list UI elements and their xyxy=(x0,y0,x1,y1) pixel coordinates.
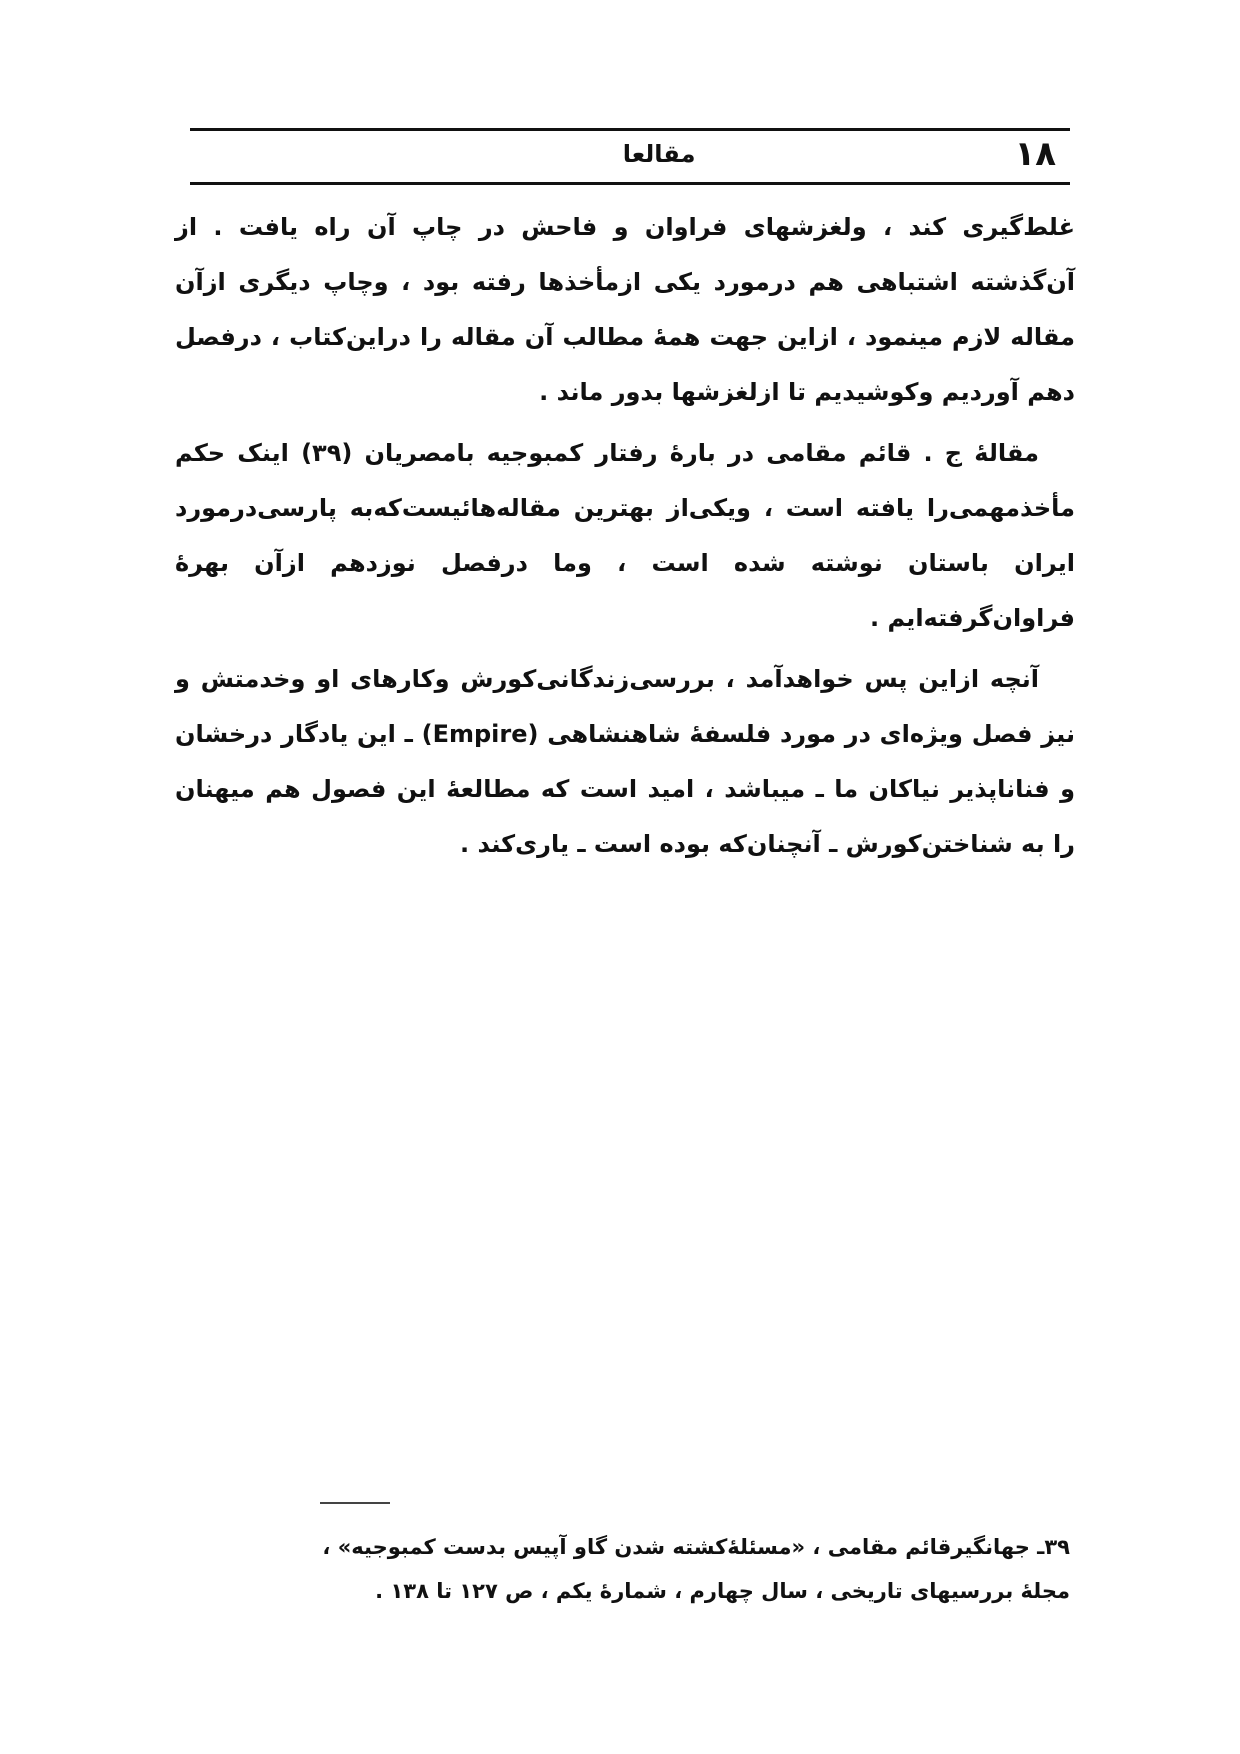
running-title: مقالعا xyxy=(622,140,696,168)
paragraph: آنچه ازاین پس خواهدآمد ، بررسی‌زندگانی‌کورش وکارهای او وخدمتش و نیز فصل ویژه‌ای در مورد فلسفهٔ شاهنشاهی (Empire) ـ این یادگار درخشان و فناناپذیر نیاکان ما ـ میباشد ، امید است که مطالعهٔ این فصول هم میهنان را به شناختن‌کورش ـ آنچنان‌که بوده است ـ یاری‌کند . xyxy=(175,665,1075,858)
paragraph: مقالهٔ ج . قائم مقامی در بارهٔ رفتار کمبوجیه بامصریان (۳۹) اینک حکم مأخذمهمی‌را یافته است ، ویکی‌از بهترین مقاله‌هائیست‌که‌به پارسی‌درمورد ایران باستان نوشته شده است ، وما درفصل نوزدهم ازآن بهرهٔ فراوان‌گرفته‌ایم . xyxy=(175,439,1075,632)
footnote-separator xyxy=(320,1502,390,1504)
body-text xyxy=(175,200,1075,878)
page-header xyxy=(190,134,1070,178)
paragraph-continuation: غلط‌گیری کند ، ولغزشهای فراوان و فاحش در چاپ آن راه یافت . از آن‌گذشته اشتباهی هم درمورد یکی ازمأخذها رفته بود ، وچاپ دیگری ازآن مقاله لازم مینمود ، ازاین جهت همهٔ مطالب آن مقاله را دراین‌کتاب ، درفصل دهم آوردیم وکوشیدیم تا ازلغزشها بدور ماند . xyxy=(175,213,1075,406)
page-number: ۱۸ xyxy=(1014,134,1056,174)
header-top-rule xyxy=(190,128,1070,131)
header-bottom-rule xyxy=(190,182,1070,185)
footnote: ۳۹ـ جهانگیرقائم مقامی ، «مسئلهٔ‌کشته شدن گاو آپیس بدست کمبوجیه» ، مجلهٔ بررسیهای تاریخی ، سال چهارم ، شمارهٔ یکم ، ص ۱۲۷ تا ۱۳۸ . xyxy=(322,1535,1070,1603)
